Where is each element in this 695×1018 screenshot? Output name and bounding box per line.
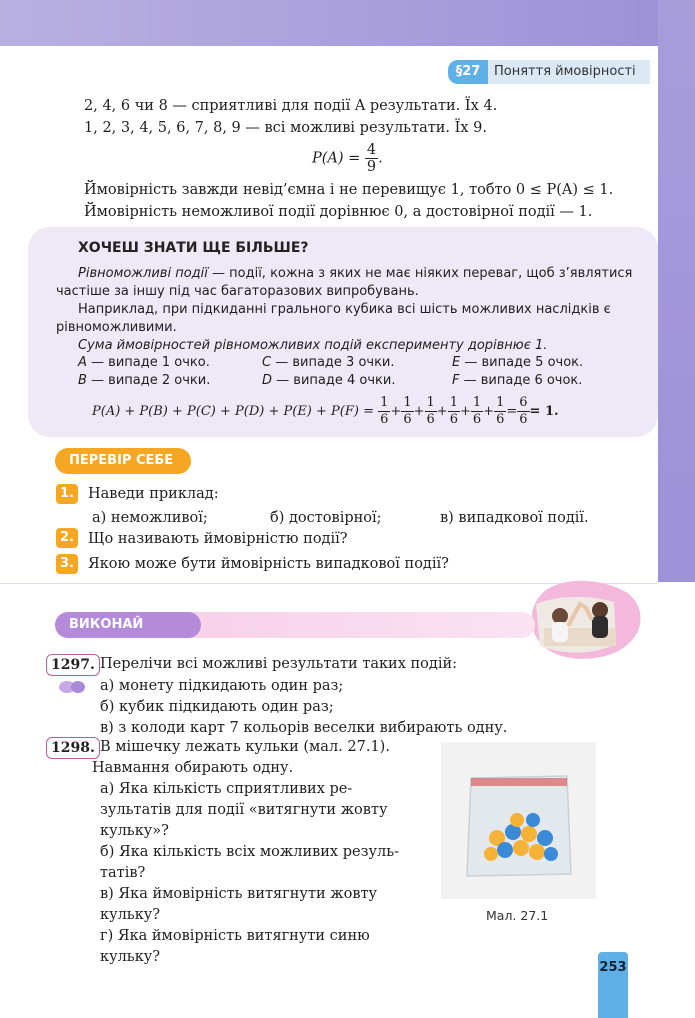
- sum-fraction: [448, 395, 460, 428]
- intro-line-1: 2, 4, 6 чи 8 — сприятливі для події A результати. Їх 4.: [84, 98, 498, 114]
- section-number: §27: [448, 60, 488, 84]
- question-number: 1.: [56, 484, 78, 504]
- case-letter: D: [262, 373, 273, 388]
- sum-num: 1: [426, 395, 435, 410]
- sum-den: 6: [472, 412, 482, 427]
- case-letter: F: [452, 373, 460, 388]
- task-1298-line: кульку»?: [100, 823, 169, 839]
- case-text: — випаде 4 очки.: [272, 373, 396, 388]
- task-1298-line: В мішечку лежать кульки (мал. 27.1).: [100, 739, 390, 755]
- sum-plus: +: [483, 404, 495, 419]
- task-1298-line: татів?: [100, 865, 146, 881]
- more-p1-term: Рівноможливі події: [78, 266, 208, 281]
- sum-plus: +: [413, 404, 425, 419]
- figure-caption: Мал. 27.1: [486, 908, 549, 923]
- intro-line-3: Ймовірність завжди невід’ємна і не перевищує 1, тобто 0 ≤ P(A) ≤ 1.: [84, 182, 614, 198]
- task-1298-line: кульку?: [100, 907, 161, 923]
- probability-formula: [312, 142, 383, 175]
- bag-of-balls-image: [441, 742, 596, 899]
- speech-bubbles-icon: [58, 680, 86, 694]
- task-1298-line: кульку?: [100, 949, 161, 965]
- question-sub-a: а) неможливої;: [92, 510, 208, 526]
- task-1298-line: зультатів для події «витягнути жовту: [100, 802, 388, 818]
- task-1297-item-a: а) монету підкидають один раз;: [100, 678, 344, 694]
- question-sub-c: в) випадкової події.: [440, 510, 589, 526]
- case-letter: E: [452, 355, 461, 370]
- sum-num: 1: [403, 395, 412, 410]
- sum-formula: [92, 395, 559, 428]
- sum-fraction: [425, 395, 437, 428]
- formula-fraction: [365, 142, 378, 175]
- more-p1: [78, 266, 632, 281]
- sum-plus: +: [459, 404, 471, 419]
- sum-fraction: [471, 395, 483, 428]
- more-info-title: ХОЧЕШ ЗНАТИ ЩЕ БІЛЬШЕ?: [78, 240, 309, 256]
- sum-num: 1: [496, 395, 505, 410]
- sum-den: 6: [380, 412, 389, 427]
- check-yourself-banner: ПЕРЕВІР СЕБЕ: [55, 448, 191, 474]
- sum-den: 6: [449, 412, 458, 427]
- task-1298-line: Навмання обирають одну.: [92, 760, 294, 776]
- formula-left: P(A) =: [312, 150, 361, 167]
- sum-plus: +: [436, 404, 448, 419]
- question-number: 3.: [56, 554, 78, 574]
- case-letter: B: [78, 373, 87, 388]
- sum-result: = 1.: [529, 404, 559, 419]
- formula-numerator: 4: [366, 142, 377, 158]
- do-orally-banner: ВИКОНАЙ УСНО: [55, 612, 201, 638]
- sum-num: 1: [472, 395, 482, 410]
- case-text: — випаде 6 очок.: [459, 373, 583, 388]
- task-1298-line: б) Яка кількість всіх можливих резуль-: [100, 844, 400, 860]
- sum-num: 1: [449, 395, 458, 410]
- case-c: [262, 355, 395, 370]
- intro-line-2: 1, 2, 3, 4, 5, 6, 7, 8, 9 — всі можливі результати. Їх 9.: [84, 120, 487, 136]
- question-sub-b: б) достовірної;: [270, 510, 382, 526]
- question-number: 2.: [56, 528, 78, 548]
- case-b: [78, 373, 210, 388]
- task-1298-line: в) Яка ймовірність витягнути жовту: [100, 886, 378, 902]
- case-text: — випаде 3 очки.: [271, 355, 395, 370]
- formula-denominator: 9: [366, 159, 377, 175]
- page-number: 253: [598, 952, 628, 1018]
- formula-end: .: [378, 150, 383, 167]
- task-1297-number: 1297.: [46, 654, 100, 676]
- sum-total-den: 6: [519, 412, 528, 427]
- sum-den: 6: [426, 412, 435, 427]
- sum-plus: +: [390, 404, 402, 419]
- sum-den: 6: [496, 412, 505, 427]
- task-1297-text: Перелічи всі можливі результати таких подій:: [100, 656, 458, 672]
- task-1298-line: г) Яка ймовірність витягнути синю: [100, 928, 370, 944]
- sum-fraction: [401, 395, 413, 428]
- section-title: Поняття ймовірності: [494, 64, 636, 79]
- sum-num: 1: [380, 395, 389, 410]
- case-letter: C: [262, 355, 272, 370]
- intro-line-4: Ймовірність неможливої події дорівнює 0, а достовірної події — 1.: [84, 204, 593, 220]
- more-p1-rest: — події, кожна з яких не має ніяких переваг, щоб з’являтися: [207, 266, 633, 281]
- task-1298-line: а) Яка кількість сприятливих ре-: [100, 781, 353, 797]
- sum-eq: =: [506, 404, 518, 419]
- top-band: [0, 0, 695, 46]
- case-a: [78, 355, 210, 370]
- sum-total-fraction: [517, 395, 529, 428]
- task-1297-item-c: в) з колоди карт 7 кольорів веселки вибирають одну.: [100, 720, 508, 736]
- case-letter: A: [78, 355, 87, 370]
- case-d: [262, 373, 395, 388]
- sum-fraction: [378, 395, 390, 428]
- sum-left: P(A) + P(B) + P(C) + P(D) + P(E) + P(F) =: [92, 404, 374, 419]
- case-f: [452, 373, 582, 388]
- sum-fraction: [494, 395, 506, 428]
- case-e: [452, 355, 583, 370]
- more-p2-line2: рівноможливими.: [56, 320, 177, 335]
- question-text: Якою може бути ймовірність випадкової події?: [88, 556, 449, 572]
- case-text: — випаде 1 очко.: [86, 355, 210, 370]
- case-text: — випаде 2 очки.: [86, 373, 211, 388]
- question-text: Наведи приклад:: [88, 486, 219, 502]
- case-text: — випаде 5 очок.: [460, 355, 584, 370]
- more-p1-line2: частіше за іншу під час багаторазових випробувань.: [56, 284, 419, 299]
- task-1297-item-b: б) кубик підкидають один раз;: [100, 699, 334, 715]
- right-band: [658, 0, 695, 582]
- sum-total-num: 6: [519, 395, 528, 410]
- students-photo: [526, 580, 642, 660]
- question-text: Що називають ймовірністю події?: [88, 531, 348, 547]
- sum-den: 6: [403, 412, 412, 427]
- more-p2-line1: Наприклад, при підкиданні грального кубика всі шість можливих наслідків є: [78, 302, 611, 317]
- task-1298-number: 1298.: [46, 737, 100, 759]
- more-p3: Сума ймовірностей рівноможливих подій експерименту дорівнює 1.: [78, 338, 548, 353]
